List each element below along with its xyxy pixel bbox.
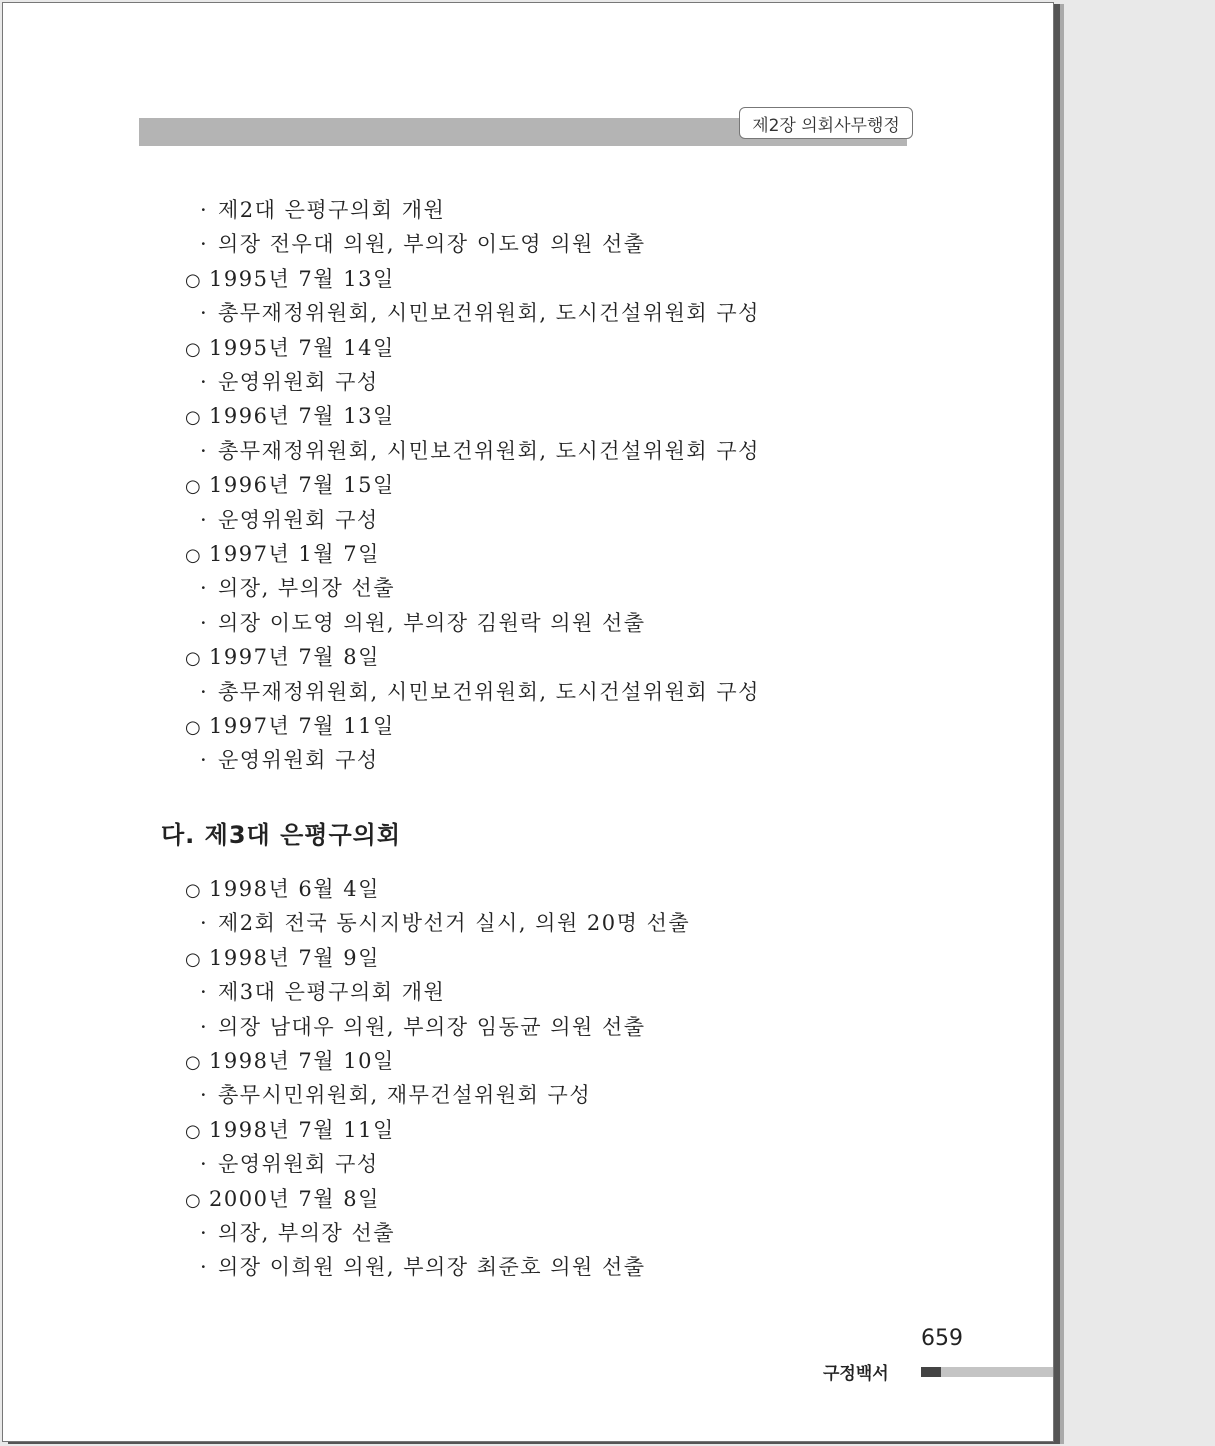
circle-marker-icon: ○ bbox=[185, 476, 203, 498]
bullet-item bbox=[200, 909, 690, 937]
bullet-item bbox=[200, 1150, 379, 1178]
circle-marker-icon: ○ bbox=[185, 717, 203, 738]
chapter-tab: 제2장 의회사무행정 bbox=[739, 107, 913, 139]
bullet-text: 의장 전우대 의원, 부의장 이도영 의원 선출 bbox=[218, 232, 646, 257]
bullet-item bbox=[200, 506, 379, 534]
date-text: 1998년 7월 9일 bbox=[209, 945, 380, 970]
date-text: 1995년 7월 14일 bbox=[209, 335, 395, 360]
date-text: 1998년 7월 10일 bbox=[209, 1049, 395, 1073]
bullet-text: 운영위원회 구성 bbox=[218, 370, 379, 394]
bullet-text: 총무재정위원회, 시민보건위원회, 도시건설위원회 구성 bbox=[218, 438, 760, 463]
circle-marker-icon: ○ bbox=[185, 545, 203, 566]
bullet-marker-icon: · bbox=[200, 507, 209, 532]
circle-marker-icon: ○ bbox=[185, 1189, 203, 1211]
circle-marker-icon: ○ bbox=[185, 338, 203, 360]
circle-marker-icon: ○ bbox=[185, 948, 203, 970]
bullet-item bbox=[200, 746, 379, 774]
bullet-item bbox=[200, 574, 395, 602]
bullet-item bbox=[200, 196, 445, 224]
bullet-marker-icon: · bbox=[200, 1014, 209, 1039]
bullet-text: 의장, 부의장 선출 bbox=[218, 1221, 396, 1245]
bullet-marker-icon: · bbox=[200, 370, 209, 394]
bullet-text: 총무재정위원회, 시민보건위원회, 도시건설위원회 구성 bbox=[218, 301, 760, 326]
bullet-marker-icon: · bbox=[200, 911, 209, 936]
bullet-text: 총무재정위원회, 시민보건위원회, 도시건설위원회 구성 bbox=[218, 679, 760, 704]
bullet-item bbox=[200, 1219, 395, 1247]
bullet-text: 운영위원회 구성 bbox=[218, 507, 379, 532]
date-entry bbox=[185, 265, 395, 295]
circle-marker-icon: ○ bbox=[185, 269, 203, 291]
date-entry bbox=[185, 334, 395, 364]
date-entry bbox=[185, 1047, 395, 1077]
bullet-item bbox=[200, 678, 760, 706]
bullet-item bbox=[200, 368, 379, 396]
bullet-text: 의장, 부의장 선출 bbox=[218, 576, 396, 601]
bullet-marker-icon: · bbox=[200, 1083, 209, 1108]
date-text: 1997년 7월 11일 bbox=[209, 714, 395, 738]
bullet-marker-icon: · bbox=[200, 748, 209, 773]
date-text: 1997년 7월 8일 bbox=[209, 645, 380, 670]
bullet-marker-icon: · bbox=[200, 1221, 209, 1245]
date-entry bbox=[185, 712, 395, 742]
footer-bar-light bbox=[941, 1367, 1053, 1377]
bullet-item bbox=[200, 1253, 646, 1281]
circle-marker-icon: ○ bbox=[185, 648, 203, 670]
bullet-marker-icon: · bbox=[200, 980, 209, 1005]
date-entry bbox=[185, 1185, 380, 1215]
date-entry bbox=[185, 944, 380, 974]
document-page bbox=[2, 2, 1054, 1442]
bullet-item bbox=[200, 1081, 591, 1109]
bullet-text: 의장 이희원 의원, 부의장 최준호 의원 선출 bbox=[218, 1255, 646, 1280]
date-text: 1996년 7월 13일 bbox=[209, 404, 395, 429]
bullet-marker-icon: · bbox=[200, 576, 209, 601]
date-text: 1996년 7월 15일 bbox=[209, 473, 395, 498]
bullet-item bbox=[200, 230, 646, 258]
circle-marker-icon: ○ bbox=[185, 1120, 203, 1142]
bullet-text: 제2대 은평구의회 개원 bbox=[218, 198, 446, 222]
bullet-text: 의장 남대우 의원, 부의장 임동균 의원 선출 bbox=[218, 1014, 646, 1039]
bullet-item bbox=[200, 1013, 646, 1041]
bullet-text: 운영위원회 구성 bbox=[218, 1152, 379, 1177]
bullet-item bbox=[200, 609, 646, 637]
bullet-marker-icon: · bbox=[200, 438, 209, 463]
circle-marker-icon: ○ bbox=[185, 880, 203, 901]
date-entry bbox=[185, 540, 380, 570]
circle-marker-icon: ○ bbox=[185, 407, 203, 429]
date-text: 1995년 7월 13일 bbox=[209, 266, 395, 291]
bullet-text: 제2회 전국 동시지방선거 실시, 의원 20명 선출 bbox=[218, 911, 691, 936]
bullet-marker-icon: · bbox=[200, 679, 209, 704]
circle-marker-icon: ○ bbox=[185, 1052, 203, 1073]
bullet-text: 운영위원회 구성 bbox=[218, 748, 379, 773]
date-entry bbox=[185, 875, 380, 905]
date-entry bbox=[185, 402, 395, 432]
bullet-item bbox=[200, 437, 760, 465]
page-number: 659 bbox=[921, 1326, 963, 1351]
bullet-marker-icon: · bbox=[200, 610, 209, 635]
bullet-item bbox=[200, 299, 760, 327]
date-text: 1998년 7월 11일 bbox=[209, 1117, 395, 1142]
bullet-marker-icon: · bbox=[200, 301, 209, 326]
bullet-item bbox=[200, 978, 445, 1006]
date-text: 1997년 1월 7일 bbox=[209, 542, 380, 566]
footer-book-title: 구정백서 bbox=[823, 1364, 889, 1384]
date-entry bbox=[185, 471, 395, 501]
bullet-text: 총무시민위원회, 재무건설위원회 구성 bbox=[218, 1083, 592, 1108]
section-heading: 다. 제3대 은평구의회 bbox=[161, 821, 401, 849]
date-entry bbox=[185, 1116, 395, 1146]
bullet-text: 의장 이도영 의원, 부의장 김원락 의원 선출 bbox=[218, 610, 646, 635]
date-entry bbox=[185, 643, 380, 673]
date-text: 1998년 6월 4일 bbox=[209, 877, 380, 901]
date-text: 2000년 7월 8일 bbox=[209, 1186, 380, 1211]
bullet-marker-icon: · bbox=[200, 1255, 209, 1280]
bullet-text: 제3대 은평구의회 개원 bbox=[218, 980, 446, 1005]
footer-bar-dark bbox=[921, 1367, 941, 1377]
bullet-marker-icon: · bbox=[200, 232, 209, 257]
bullet-marker-icon: · bbox=[200, 198, 209, 222]
bullet-marker-icon: · bbox=[200, 1152, 209, 1177]
